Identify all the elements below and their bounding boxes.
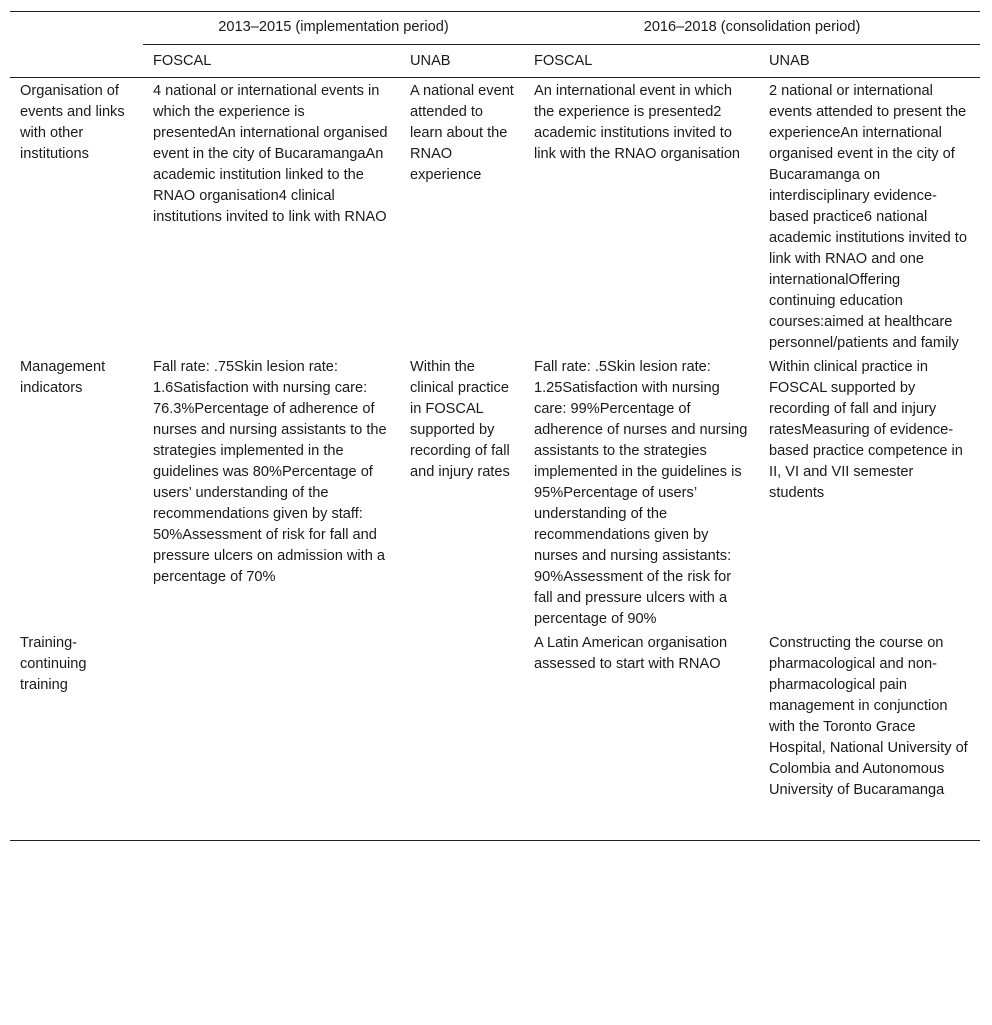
header-row-periods [10, 12, 980, 45]
cell-foscal-2013: Fall rate: .75Skin lesion rate: 1.6Satisfaction with nursing care: 76.3%Percentage of adherence of nurses and nursing assistants to the strategies implemented in the guidelines was 80%Percentage of users’ understanding of the recommendations given by staff: 50%Assessment of risk for fall and pressure ulcers on admission with a percentage of 70% [153, 359, 387, 585]
table-wrapper [10, 11, 980, 841]
cell-unab-2013 [400, 630, 524, 841]
header-period-implementation: 2013–2015 (implementation period) [143, 12, 524, 45]
header-unab-2: UNAB [759, 45, 980, 78]
header-foscal-1: FOSCAL [143, 45, 400, 78]
table-row-training [10, 630, 980, 841]
header-empty-cell-2 [10, 45, 143, 78]
cell-unab-2016: Within clinical practice in FOSCAL supported by recording of fall and injury ratesMeasuring of evidence-based practice competence in II, VI and VII semester students [769, 359, 963, 501]
header-unab-1: UNAB [400, 45, 524, 78]
data-table [10, 11, 980, 841]
header-foscal-2: FOSCAL [524, 45, 759, 78]
cell-foscal-2013 [143, 630, 400, 841]
header-empty-cell [10, 12, 143, 45]
table-row-indicators [10, 354, 980, 630]
cell-foscal-2016: Fall rate: .5Skin lesion rate: 1.25Satisfaction with nursing care: 99%Percentage of adherence of nurses and nursing assistants to the strategies implemented in the guidelines is 95%Percentage of users’ understanding of the recommendations given by nurses and nursing assistants: 90%Assessment of the risk for fall and pressure ulcers with a percentage of 90% [534, 359, 748, 627]
row-label: Management indicators [20, 359, 106, 396]
cell-foscal-2013: 4 national or international events in which the experience is presentedAn international organised event in the city of BucaramangaAn academic institution linked to the RNAO organisation4 clinical institutions invited to link with RNAO [153, 83, 388, 225]
table-row-events [10, 78, 980, 355]
row-label: Organisation of events and links with other institutions [20, 83, 125, 162]
cell-unab-2016: 2 national or international events attended to present the experienceAn international organised event in the city of Bucaramanga on interdisciplinary evidence-based practice6 national academic institutions invited to link with RNAO and one internationalOffering continuing education courses:aimed at healthcare personnel/patients and family [769, 83, 967, 351]
cell-unab-2013: Within the clinical practice in FOSCAL supported by recording of fall and injury rates [410, 359, 510, 480]
cell-foscal-2016: An international event in which the experience is presented2 academic institutions invited to link with the RNAO organisation [534, 83, 741, 162]
cell-foscal-2016: A Latin American organisation assessed to start with RNAO [524, 630, 759, 841]
header-period-consolidation: 2016–2018 (consolidation period) [524, 12, 980, 45]
row-label: Training-continuing training [10, 630, 143, 841]
header-row-institutions [10, 45, 980, 78]
cell-unab-2013: A national event attended to learn about the RNAO experience [410, 83, 514, 183]
cell-unab-2016: Constructing the course on pharmacological and non-pharmacological pain management in conjunction with the Toronto Grace Hospital, National University of Colombia and Autonomous University of Bucaramanga [759, 630, 980, 841]
